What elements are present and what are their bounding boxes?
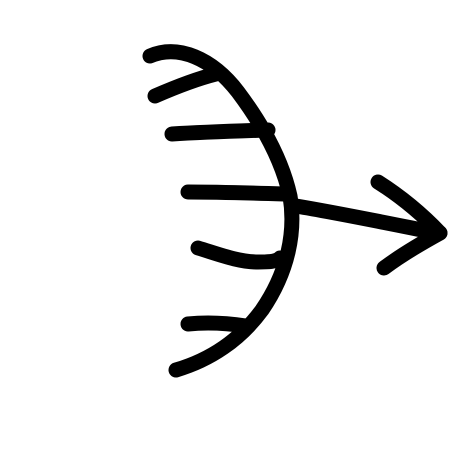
arc-top-hook — [155, 74, 216, 96]
input-line-1 — [172, 130, 268, 134]
input-line-4 — [188, 323, 246, 326]
input-line-3 — [198, 248, 280, 262]
input-line-2 — [188, 192, 284, 194]
